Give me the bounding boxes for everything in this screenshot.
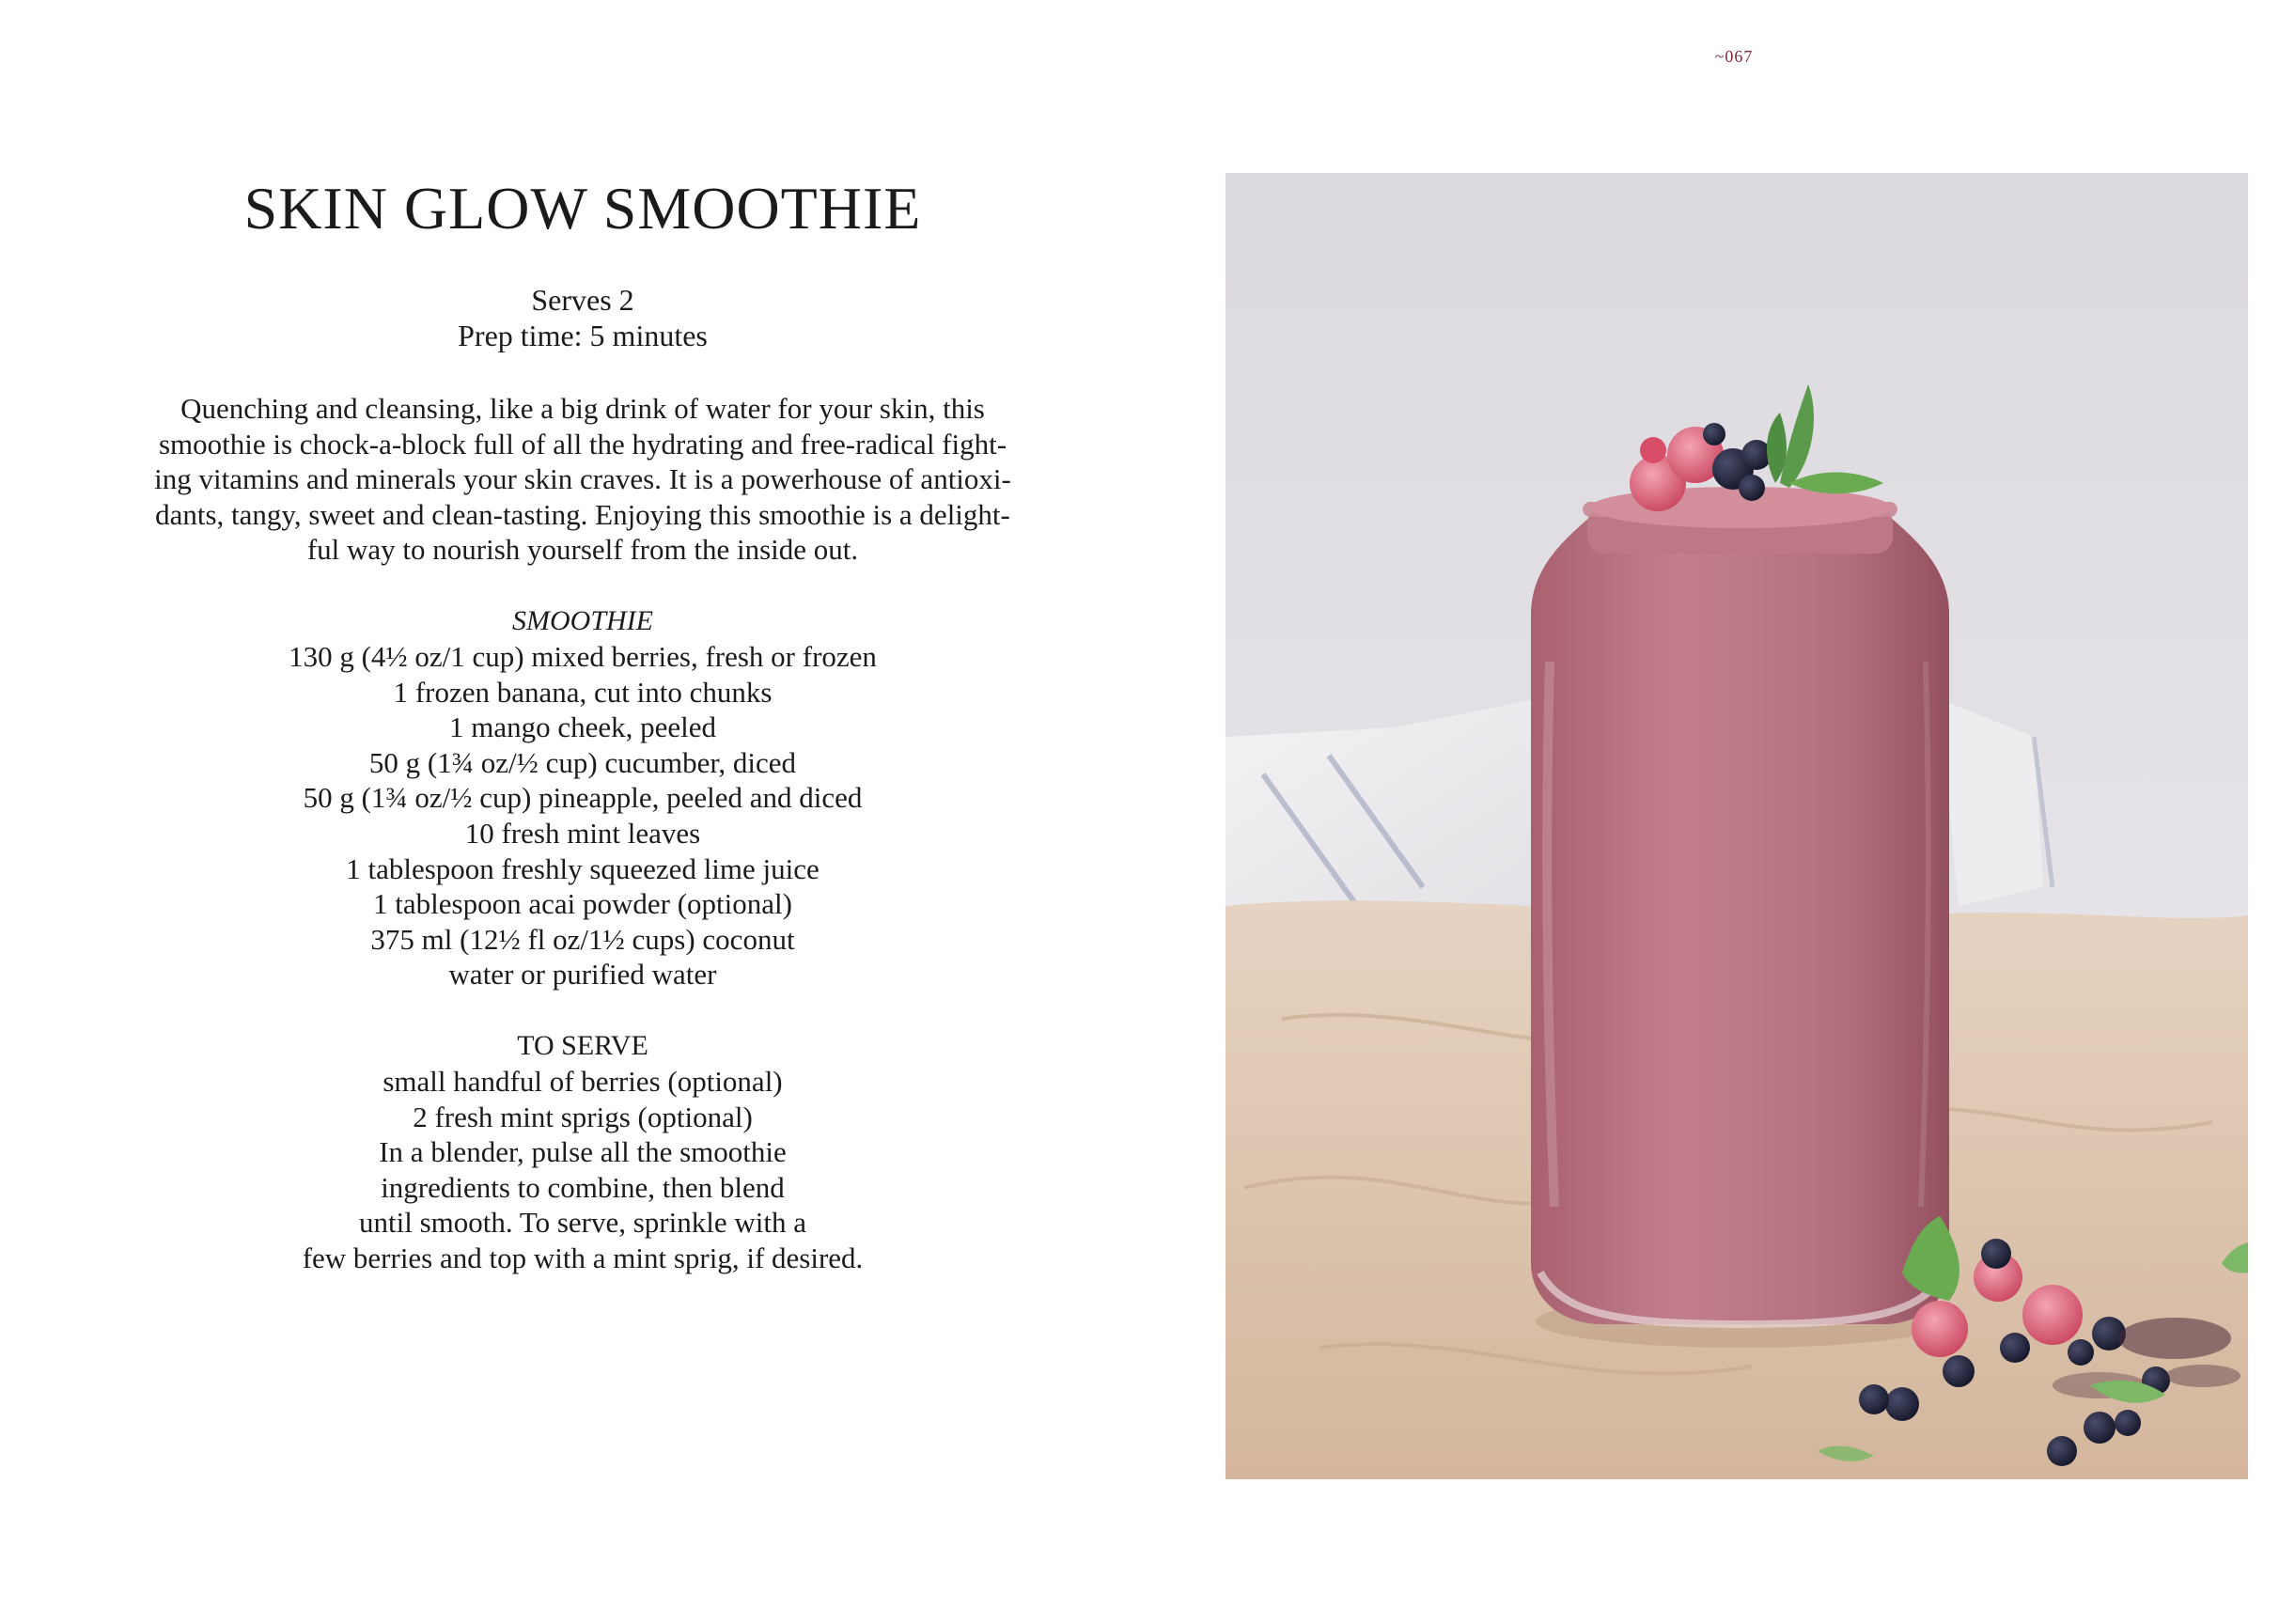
recipe-intro bbox=[132, 391, 1034, 568]
method-line: until smooth. To serve, sprinkle with a bbox=[359, 1206, 806, 1240]
serve-section bbox=[132, 1028, 1034, 1276]
prep-time-text: Prep time: 5 minutes bbox=[458, 319, 708, 352]
spacer bbox=[132, 568, 1034, 603]
intro-line: dants, tangy, sweet and clean-tasting. Enjoying this smoothie is a delight- bbox=[155, 497, 1010, 531]
intro-line: ing vitamins and minerals your skin craves. It is a powerhouse of antioxi- bbox=[154, 462, 1011, 496]
intro-line: smoothie is chock-a-block full of all the hydrating and free-radical fight- bbox=[158, 427, 1007, 461]
ingredient-item: 1 tablespoon acai powder (optional) bbox=[373, 887, 792, 921]
spacer bbox=[132, 992, 1034, 1028]
method-line: few berries and top with a mint sprig, if desired. bbox=[302, 1241, 864, 1274]
intro-line: Quenching and cleansing, like a big drink of water for your skin, this bbox=[180, 392, 985, 425]
smoothie-photo bbox=[1226, 173, 2248, 1479]
ingredient-item: 1 tablespoon freshly squeezed lime juice bbox=[346, 851, 820, 885]
method-line: In a blender, pulse all the smoothie bbox=[379, 1135, 787, 1169]
ingredient-item: 10 fresh mint leaves bbox=[464, 816, 701, 850]
serve-item: 2 fresh mint sprigs (optional) bbox=[413, 1100, 753, 1133]
smoothie-heading: SMOOTHIE bbox=[512, 604, 653, 636]
method-line: ingredients to combine, then blend bbox=[381, 1170, 785, 1204]
smoothie-jar bbox=[1531, 511, 1949, 1324]
ingredient-item: 50 g (1¾ oz/½ cup) cucumber, diced bbox=[368, 745, 797, 779]
serve-item: small handful of berries (optional) bbox=[382, 1064, 783, 1098]
ingredients-section bbox=[132, 603, 1034, 992]
recipe-title: SKIN GLOW SMOOTHIE bbox=[243, 175, 922, 242]
serves-text: Serves 2 bbox=[531, 283, 634, 317]
ingredient-item: water or purified water bbox=[448, 958, 717, 992]
ingredient-item: 50 g (1¾ oz/½ cup) pineapple, peeled and diced bbox=[303, 781, 863, 815]
ingredient-item: 375 ml (12½ fl oz/1½ cups) coconut bbox=[370, 922, 795, 956]
to-serve-heading: TO SERVE bbox=[517, 1029, 648, 1061]
ingredient-item: 1 frozen banana, cut into chunks bbox=[393, 675, 773, 709]
page-number: ~067 bbox=[1714, 47, 1754, 66]
intro-line: ful way to nourish yourself from the inside out. bbox=[306, 533, 859, 567]
recipe-text-column bbox=[132, 169, 1034, 1275]
ingredient-item: 130 g (4½ oz/1 cup) mixed berries, fresh or frozen bbox=[289, 639, 877, 673]
ingredient-item: 1 mango cheek, peeled bbox=[448, 710, 717, 744]
